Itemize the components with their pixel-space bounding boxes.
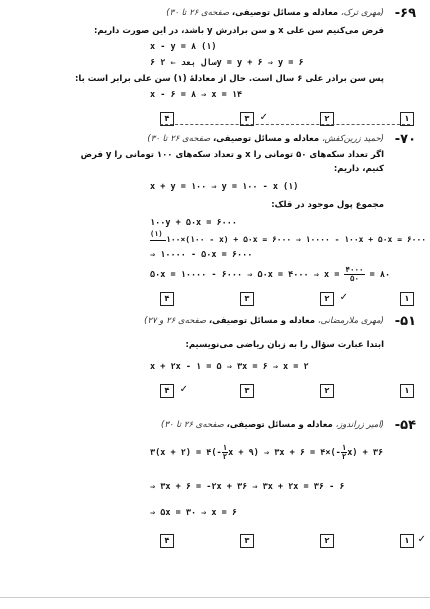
question-number: -۶۹ — [394, 6, 416, 21]
equation: x + ۲x - ۱ = ۵ ⇒ ۳x = ۶ ⇒ x = ۲ — [150, 362, 309, 372]
question-source: (مهری ملارمضانی، معادله و مسائل توصیفی، صفحه‌ی ۲۶ و ۲۷) — [144, 316, 384, 326]
equation: ۱۰۰y + ۵۰x = ۶۰۰۰ — [150, 218, 237, 228]
option-box-correct: ۴ — [160, 384, 174, 398]
answer-options — [148, 534, 426, 548]
option-box: ۱ — [400, 292, 414, 306]
solution-text: پس سن برادر علی ۶ سال است. حال از معادلهٔ (۱) سن علی برابر است با: — [74, 74, 384, 84]
equation: ۶ سال بعد ⇐ ۲y = y + ۶ ⇒ y = ۶ — [150, 58, 304, 68]
solution-text: کنیم، داریم: — [333, 164, 384, 174]
option-box: ۱ — [400, 112, 414, 126]
option-box: ۴ — [160, 534, 174, 548]
solution-text: اگر تعداد سکه‌های ۵۰ تومانی را x و تعداد سکه‌های ۱۰۰ تومانی را y فرض — [80, 150, 384, 160]
option-box: ۴ — [160, 112, 174, 126]
answer-options — [148, 292, 414, 306]
equation: x - y = ۸ (۱) — [150, 42, 217, 52]
arrow-line — [150, 240, 166, 241]
page-bottom-rule — [0, 597, 430, 598]
question-number: -۵۴ — [394, 418, 416, 433]
equation-with-fraction: ۳(x + ۲) = ۴(- $\frac{۱}{۲}$ x + ۹) ⇒ ۳x + ۶ = ۴×(- $\frac{۱}{۲}$ x) + ۳۶ — [150, 443, 384, 461]
check-icon: ✓ — [179, 384, 188, 395]
question-header — [0, 314, 430, 330]
option-box-correct: ۳ — [240, 112, 254, 126]
answer-options — [148, 384, 414, 398]
option-box: ۳ — [240, 384, 254, 398]
option-box: ۳ — [240, 534, 254, 548]
question-source: (امیر زراندوز، معادله و مسائل توصیفی، صفحه‌ی ۲۶ تا ۳۰) — [161, 420, 384, 430]
equation: ⇒ ۱۰۰۰۰ - ۵۰x = ۶۰۰۰ — [150, 250, 253, 260]
option-box: ۴ — [160, 292, 174, 306]
question-number: -۵۱ — [394, 314, 416, 329]
option-box-correct: ۱ — [400, 534, 414, 548]
solution-text: ابتدا عبارت سؤال را به زبان ریاضی می‌نویسیم: — [185, 340, 384, 350]
question-source: (حمید زرین‌کفش، معادله و مسائل توصیفی، صفحه‌ی ۲۶ تا ۳۰) — [147, 134, 384, 144]
solution-text: فرض می‌کنیم سن علی x و سن برادرش y باشد، در این صورت داریم: — [93, 26, 384, 36]
option-box: ۲ — [320, 534, 334, 548]
question-header — [0, 132, 430, 148]
equation: x - ۶ = ۸ ⇒ x = ۱۴ — [150, 90, 243, 100]
equation: ۱۰۰×(۱۰۰ - x) + ۵۰x = ۶۰۰۰ ⇒ ۱۰۰۰۰ - ۱۰۰x + ۵۰x = ۶۰۰۰ — [166, 235, 427, 244]
question-header — [0, 418, 430, 434]
option-box-correct: ۲ — [320, 292, 334, 306]
equation-with-fraction: ۵۰x = ۱۰۰۰۰ - ۶۰۰۰ ⇒ ۵۰x = ۴۰۰۰ ⇒ x = $\frac{۴۰۰۰}{۵۰}$ = ۸۰ — [150, 265, 391, 283]
check-icon: ✓ — [417, 534, 426, 545]
equation: ⇒ ۳x + ۶ = -۲x + ۳۶ ⇒ ۳x + ۲x = ۳۶ - ۶ — [150, 482, 345, 492]
check-icon: ✓ — [259, 112, 268, 123]
fraction: $\frac{۱}{۲}$ — [222, 443, 228, 461]
option-box: ۲ — [320, 112, 334, 126]
arrow-label: (۱) — [150, 230, 163, 238]
equation: x + y = ۱۰۰ ⇒ y = ۱۰۰ - x (۱) — [150, 182, 299, 192]
check-icon: ✓ — [339, 292, 348, 303]
option-box: ۲ — [320, 384, 334, 398]
question-header — [0, 6, 430, 22]
question-number: -۷۰ — [394, 132, 416, 147]
question-source: (مهری ترک، معادله و مسائل توصیفی، صفحه‌ی ۲۶ تا ۳۰) — [166, 8, 384, 18]
option-box: ۱ — [400, 384, 414, 398]
option-box: ۳ — [240, 292, 254, 306]
fraction: $\frac{۴۰۰۰}{۵۰}$ — [345, 265, 364, 283]
solution-text: مجموع پول موجود در قلک: — [271, 200, 384, 210]
fraction: $\frac{۱}{۲}$ — [341, 443, 347, 461]
equation: ⇒ ۵x = ۳۰ ⇒ x = ۶ — [150, 508, 237, 518]
separator-line — [160, 124, 410, 125]
